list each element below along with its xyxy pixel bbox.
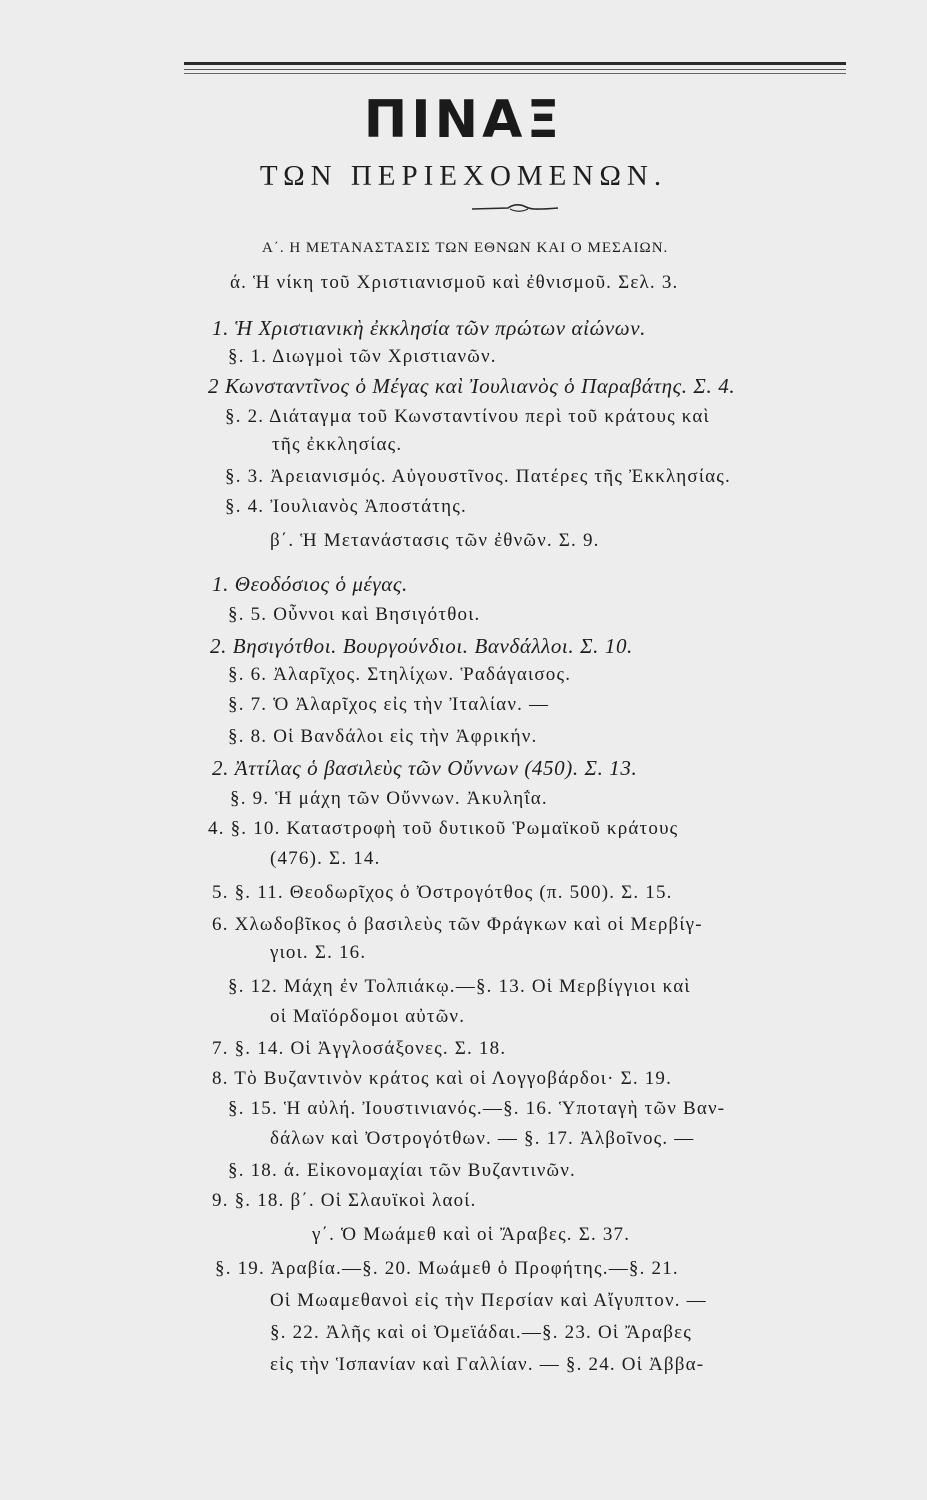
toc-line: §. 19. Ἀραβία.—§. 20. Μωάμεθ ὁ Προφήτης.—§. 21.	[215, 1258, 679, 1279]
top-thin-rule	[184, 73, 846, 74]
top-double-rule	[184, 62, 846, 70]
toc-line: 4. §. 10. Καταστροφὴ τοῦ δυτικοῦ Ῥωμαϊκοῦ κράτους	[208, 818, 679, 839]
toc-line: 2 Κωνσταντῖνος ὁ Μέγας καὶ Ἰουλιανὸς ὁ Παραβάτης. Σ. 4.	[208, 374, 736, 398]
toc-line: (476). Σ. 14.	[270, 848, 381, 869]
toc-line: 1. Ἡ Χριστιανικὴ ἐκκλησία τῶν πρώτων αἰώνων.	[212, 316, 646, 340]
toc-line: β΄. Ἡ Μετανάστασις τῶν ἐθνῶν. Σ. 9.	[270, 530, 600, 551]
toc-line: §. 9. Ἡ μάχη τῶν Οὔννων. Ἀκυληΐα.	[230, 788, 548, 809]
toc-line: 7. §. 14. Οἱ Ἀγγλοσάξονες. Σ. 18.	[212, 1038, 507, 1059]
toc-line: §. 5. Οὖννοι καὶ Βησιγότθοι.	[228, 604, 481, 625]
toc-line: εἰς τὴν Ἱσπανίαν καὶ Γαλλίαν. — §. 24. Οἱ Ἀββα-	[270, 1354, 705, 1375]
toc-line: 6. Χλωδοβῖκος ὁ βασιλεὺς τῶν Φράγκων καὶ οἱ Μερβίγ-	[212, 914, 703, 935]
toc-line: §. 3. Ἀρειανισμός. Αὐγουστῖνος. Πατέρες τῆς Ἐκκλησίας.	[225, 466, 731, 487]
toc-line: δάλων καὶ Ὀστρογότθων. — §. 17. Ἀλβοῖνος. —	[270, 1128, 695, 1149]
toc-line: §. 12. Μάχη ἐν Τολπιάκῳ.—§. 13. Οἱ Μερβίγγιοι καὶ	[228, 976, 691, 997]
toc-line: γ΄. Ὁ Μωάμεθ καὶ οἱ Ἄραβες. Σ. 37.	[312, 1224, 631, 1245]
toc-line: Οἱ Μωαμεθανοὶ εἰς τὴν Περσίαν καὶ Αἴγυπτον. —	[270, 1290, 707, 1311]
toc-line: §. 7. Ὁ Ἀλαρῖχος εἰς τὴν Ἰταλίαν. —	[228, 694, 550, 715]
ornament-divider	[470, 200, 560, 216]
page-title: ΠΙΝΑΞ	[363, 90, 564, 150]
toc-line: 9. §. 18. β΄. Οἱ Σλαυϊκοὶ λαοί.	[212, 1190, 477, 1211]
toc-line: §. 22. Ἀλῆς καὶ οἱ Ὀμεϊάδαι.—§. 23. Οἱ Ἄραβες	[270, 1322, 692, 1343]
toc-line: §. 15. Ἡ αὐλή. Ἰουστινιανός.—§. 16. Ὑποταγὴ τῶν Βαν-	[228, 1098, 726, 1119]
toc-line: γιοι. Σ. 16.	[270, 942, 367, 963]
toc-line: §. 8. Οἱ Βανδάλοι εἰς τὴν Ἀφρικήν.	[228, 726, 538, 747]
toc-line: 2. Ἀττίλας ὁ βασιλεὺς τῶν Οὔννων (450). Σ. 13.	[212, 756, 638, 780]
toc-line: Α΄. Η ΜΕΤΑΝΑΣΤΑΣΙΣ ΤΩΝ ΕΘΝΩΝ ΚΑΙ Ο ΜΕΣΑΙΩΝ.	[262, 240, 669, 256]
toc-line: τῆς ἐκκλησίας.	[272, 434, 403, 455]
toc-line: 2. Βησιγότθοι. Βουργούνδιοι. Βανδάλλοι. Σ. 10.	[210, 634, 633, 658]
toc-line: οἱ Μαϊόρδομοι αὐτῶν.	[270, 1006, 466, 1027]
toc-line: §. 2. Διάταγμα τοῦ Κωνσταντίνου περὶ τοῦ κράτους καὶ	[225, 406, 710, 427]
toc-line: 8. Τὸ Βυζαντινὸν κράτος καὶ οἱ Λογγοβάρδοι· Σ. 19.	[212, 1068, 673, 1089]
toc-line: §. 18. ά. Εἰκονομαχίαι τῶν Βυζαντινῶν.	[228, 1160, 576, 1181]
toc-line: 1. Θεοδόσιος ὁ μέγας.	[212, 572, 408, 596]
toc-line: §. 1. Διωγμοὶ τῶν Χριστιανῶν.	[228, 346, 497, 367]
toc-line: 5. §. 11. Θεοδωρῖχος ὁ Ὀστρογότθος (π. 500). Σ. 15.	[212, 882, 673, 903]
toc-line: §. 6. Ἀλαρῖχος. Στηλίχων. Ῥαδάγαισος.	[228, 664, 572, 685]
toc-line: §. 4. Ἰουλιανὸς Ἀποστάτης.	[225, 496, 467, 517]
page-subtitle: ΤΩΝ ΠΕΡΙΕΧΟΜΕΝΩΝ.	[259, 160, 668, 192]
toc-line: ά. Ἡ νίκη τοῦ Χριστιανισμοῦ καὶ ἐθνισμοῦ. Σελ. 3.	[230, 272, 679, 293]
